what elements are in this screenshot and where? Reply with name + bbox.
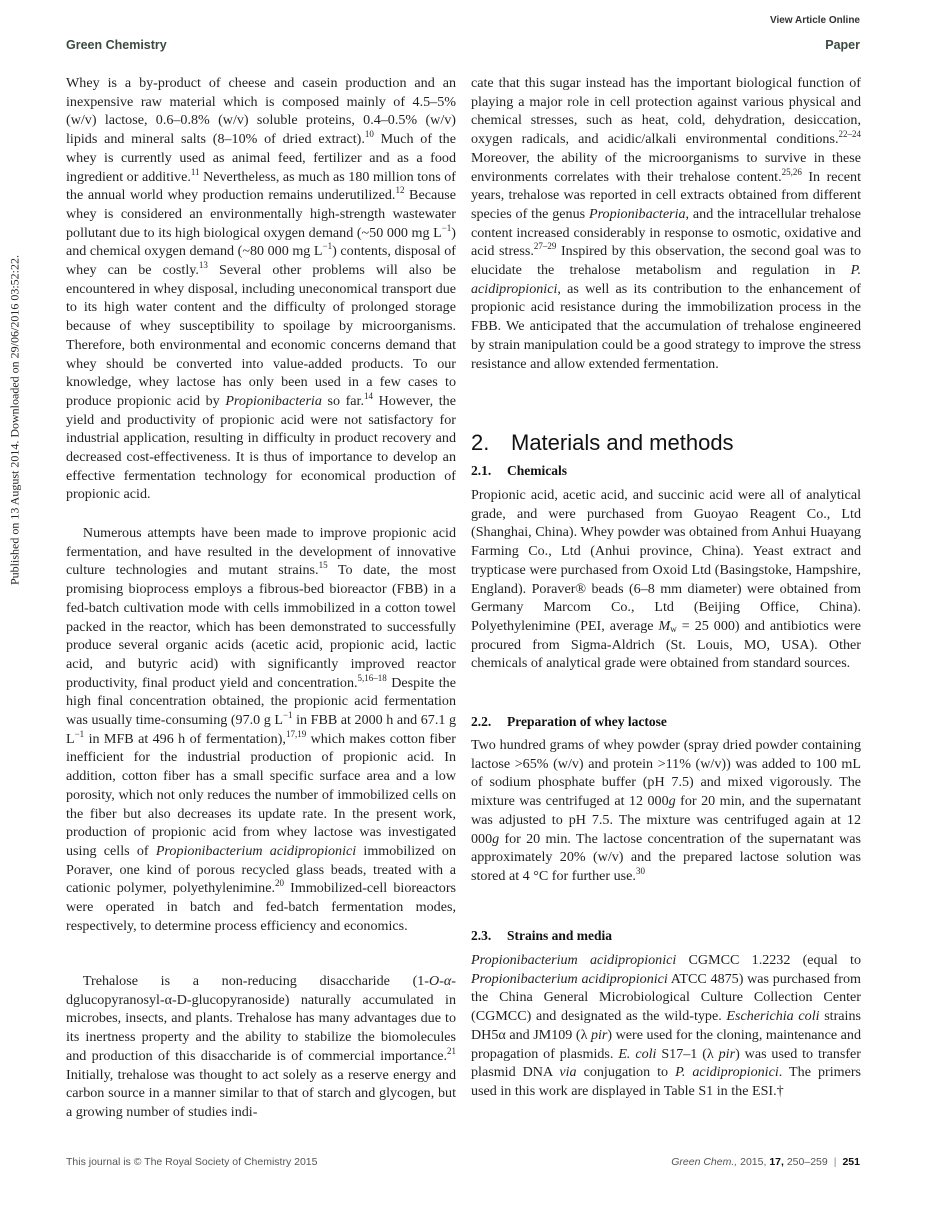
citation-ref: 20 <box>275 878 285 889</box>
text-run: Trehalose is a non-reducing disaccharide (1- <box>82 973 429 989</box>
text-run: in FBB at 2000 h and 67.1 g L <box>66 712 457 747</box>
text-run: so far. <box>321 392 364 409</box>
article-type-label: Paper <box>825 38 860 52</box>
text-run: ) contents, disposal of whey can be costly. <box>66 243 456 279</box>
italic-text: via <box>559 1064 577 1081</box>
citation-pages: 250–259 <box>786 1156 828 1168</box>
italic-text: P. acidipropionici <box>675 1064 779 1081</box>
text-run: In recent years, trehalose was reported in cell extracts obtained from different species of the genus <box>471 168 861 222</box>
text-run: cate that this sugar instead has the important biological function of playing a major role in cell protection against various physical and chemical stresses, such as heat, cold, dehydration, desiccation, oxygen radicals, and acidic/alkali environmental conditions. <box>471 75 861 148</box>
citation-ref: 22–24 <box>838 129 861 140</box>
citation-ref: 30 <box>635 865 645 876</box>
citation-ref: 17,19 <box>285 728 307 739</box>
paragraph-intro-1 <box>66 74 456 504</box>
citation-volume: 17, <box>769 1156 784 1168</box>
page-number: 251 <box>842 1156 860 1168</box>
publication-date-note: Published on 13 August 2014. Downloaded on 29/06/2016 03:52:22. <box>7 255 22 585</box>
italic-text: O <box>429 973 440 989</box>
subsection-title: Chemicals <box>507 463 567 478</box>
text-run: CGMCC 1.2232 (equal to <box>676 952 861 968</box>
text-run: -dglucopyranosyl-α-D-glucopyranoside) naturally accumulated in microbes, insects, and plants. Trehalose has many advantages due to its inertness property and the ability to stabilize the biomolecules and production of this disaccharide is of commercial importance. <box>66 973 456 1064</box>
section-title: Materials and methods <box>511 430 734 455</box>
text-run: Nevertheless, as much as 180 million tons of the annual world whey production remains underutilized. <box>66 168 456 204</box>
citation-ref: 12 <box>395 185 405 196</box>
text-run: . The primers used in this work are displayed in Table S1 in the ESI.† <box>471 1064 862 1099</box>
text-run: Moreover, the ability of the microorganisms to survive in these environments correlates with their trehalose content. <box>471 149 861 185</box>
text-run: ATCC 4875) was purchased from the China General Microbiological Culture Collection Center (CGMCC) and designated as the wild-type. <box>471 970 861 1025</box>
text-run: conjugation to <box>576 1064 676 1081</box>
subsection-heading-chemicals <box>471 463 567 479</box>
italic-text: g <box>492 830 500 847</box>
view-article-online-link[interactable]: View Article Online <box>769 15 860 26</box>
citation-ref: 25,26 <box>781 166 802 177</box>
text-run: Inspired by this observation, the second goal was to elucidate the trehalose metabolism and regulation in <box>471 243 861 279</box>
text-run: which makes cotton fiber inefficient for the industrial production of propionic acid. In addition, cotton fiber has a small specific surface area and a low porosity, which not only reduces the number of immobilized cells on the fiber but also decreases its update rate. In the present work, production of propionic acid from whey lactose was investigated using cells of <box>66 730 457 859</box>
text-run: for 20 min. The lactose concentration of the supernatant was approximately 20% (w/v) and the prepared lactose solution was stored at 4 °C for further use. <box>471 830 861 884</box>
separator: | <box>833 1156 837 1168</box>
subsection-heading-whey-lactose <box>471 714 667 730</box>
subsection-title: Strains and media <box>507 928 613 943</box>
citation-ref: −1 <box>282 710 293 721</box>
citation-ref: 27–29 <box>533 241 557 252</box>
text-run: = 25 000) and antibiotics were procured from Sigma-Aldrich (St. Louis, MO, USA). Other chemicals of analytical grade were obtained from standard sources. <box>471 617 861 672</box>
italic-text: Propionibacterium acidipropionici <box>155 842 357 859</box>
italic-text: E. coli <box>618 1045 657 1062</box>
text-run: - <box>439 973 444 989</box>
paragraph-chemicals <box>471 486 861 673</box>
text-run: , as well as its contribution to the enhancement of propionic acid resistance during the immobilization process in the FBB. We anticipated that the accumulation of trehalose engineered by strain manipulation could be a good strategy to improve the stress resistance and allow extended fermentation. <box>471 280 861 372</box>
paragraph-intro-3 <box>66 972 456 1122</box>
citation-ref: 11 <box>190 166 200 177</box>
citation-ref: 14 <box>363 390 373 401</box>
section-number: 2. <box>471 430 490 455</box>
text-run: Whey is a by-product of cheese and casein production and an inexpensive raw material which is composed mainly of 4.5–5% (w/v) lactose, 0.6–0.8% (w/v) soluble proteins, 0.4–0.5% (w/v) lipids and mineral salts (8–10% of dried extract). <box>66 75 456 148</box>
subsection-number: 2.1. <box>471 463 492 478</box>
paragraph-intro-2 <box>66 524 456 935</box>
text-run: Immobilized-cell bioreactors were operated in batch and fed-batch fermentation modes, respectively, to determine process efficiency and economics. <box>66 880 456 934</box>
citation-ref: −1 <box>322 241 333 252</box>
paragraph-intro-4 <box>471 74 861 373</box>
italic-text: g <box>668 793 676 810</box>
italic-text: pir <box>590 1026 608 1043</box>
paragraph-whey-lactose <box>471 736 861 886</box>
italic-text: pir <box>718 1045 736 1062</box>
text-run: ) were used for the cloning, maintenance and propagation of plasmids. <box>471 1026 861 1062</box>
text-run: Two hundred grams of whey powder (spray dried powder containing lactose >65% (w/v) and protein >11% (w/v)) was added to 100 mL of sodium phosphate buffer (pH 7.5) and mixed vigorously. The mixture was centrifuged at 12 000 <box>471 737 861 810</box>
italic-text: Escherichia coli <box>726 1008 820 1025</box>
text-run: Propionic acid, acetic acid, and succinic acid were all of analytical grade, and were purchased from Guoyao Reagent Co., Ltd (Shanghai, China). Whey powder was obtained from Anhui Huayang Farming Co., Ltd (Anhui province, China). Yeast extract and trypticase were purchased from Oxoid Ltd (Basingstoke, Hampshire, England). Poraver® beads (6–8 mm diameter) were obtained from Germany Marcom Co., Ltd (Beijing Office, China). Polyethylenimine (PEI, average <box>471 487 861 634</box>
italic-text: Propionibacterium acidipropionici <box>471 952 677 968</box>
citation-year: 2015, <box>740 1156 767 1168</box>
italic-text: Propionibacteria <box>588 205 686 222</box>
text-run: strains DH5α and JM109 (λ <box>471 1008 861 1043</box>
italic-text: P. acidipropionici <box>471 262 861 297</box>
text-run: To date, the most promising bioprocess employs a fibrous-bed bioreactor (FBB) in a fed-batch cultivation mode with cells immobilized in a cotton towel packed in the reactor, which has been demonstrated to successfully produce several organic acids (acetic acid, propionic acid, lactic acid, and butyric acid) with significantly improved reactor productivity, final product yield and concentration. <box>66 562 456 691</box>
text-run: for 20 min, and the supernatant was adjusted to pH 7.5. The mixture was centrifuged again at 12 000 <box>471 793 861 847</box>
paragraph-strains <box>471 951 861 1101</box>
italic-text: M <box>658 617 671 634</box>
citation-ref: 10 <box>364 129 374 140</box>
italic-text: Propionibacteria <box>225 392 322 409</box>
citation-ref: 5,16–18 <box>357 672 387 683</box>
text-run: Because whey is considered an environmentally high-strength wastewater pollutant due to its high biological oxygen demand (~50 000 mg L <box>66 187 457 241</box>
citation-ref: −1 <box>74 728 85 739</box>
subsection-heading-strains <box>471 928 612 944</box>
text-run: Much of the whey is currently used as animal feed, fertilizer and as a food ingredient or additive. <box>66 131 456 185</box>
text-run: w <box>670 623 677 634</box>
text-run: Numerous attempts have been made to improve propionic acid fermentation, and have resulted in the development of innovative culture technologies and mutant strains. <box>66 525 456 579</box>
copyright-notice: This journal is © The Royal Society of Chemistry 2015 <box>66 1156 318 1168</box>
subsection-title: Preparation of whey lactose <box>507 714 667 729</box>
citation-ref: 13 <box>198 260 208 271</box>
text-run: ) was used to transfer plasmid DNA <box>471 1045 862 1081</box>
section-heading <box>471 430 734 456</box>
italic-text: Propionibacterium acidipropionici <box>471 970 668 987</box>
text-run: ) and chemical oxygen demand (~80 000 mg L <box>66 224 456 260</box>
citation-ref: 21 <box>447 1045 456 1056</box>
journal-name: Green Chemistry <box>66 38 167 52</box>
text-run: immobilized on Poraver, one kind of porous recycled glass beads, treated with a cationic polymer, polyethylenimine. <box>66 842 456 897</box>
italic-text: α <box>443 973 452 989</box>
citation-ref: −1 <box>441 222 452 233</box>
citation-journal: Green Chem., <box>671 1156 738 1168</box>
citation <box>671 1156 860 1168</box>
text-run: , and the intracellular trehalose content increased considerably in response to osmotic, oxidative and acid stress. <box>471 205 861 260</box>
text-run: Initially, trehalose was thought to act solely as a reserve energy and carbon source in a manner similar to that of starch and glycogen, but a growing number of studies indi- <box>66 1066 456 1120</box>
subsection-number: 2.2. <box>471 714 492 729</box>
subsection-number: 2.3. <box>471 928 492 943</box>
text-run: in MFB at 496 h of fermentation), <box>84 730 286 747</box>
text-run: Several other problems will also be encountered in whey disposal, including uneconomical transport due to its high water content and the difficulty of prolonged storage because of whey susceptibility to spoilage by microorganisms. Therefore, both environmental and economic concerns demand that whey should be converted into value-added products. To our knowledge, whey lactose has only been used in a few cases to produce propionic acid by <box>66 262 456 409</box>
text-run: S17–1 (λ <box>656 1045 719 1062</box>
text-run: Despite the high final concentration obtained, the propionic acid fermentation was usually time-consuming (97.0 g L <box>66 674 456 729</box>
citation-ref: 15 <box>318 560 328 571</box>
text-run: However, the yield and productivity of propionic acid were not satisfactory for industrial application, resulting in difficulty in product recovery and decreased cost-effectiveness. It is thus of importance to develop an effective fermentation technology for economical production of propionic acid. <box>66 392 456 503</box>
